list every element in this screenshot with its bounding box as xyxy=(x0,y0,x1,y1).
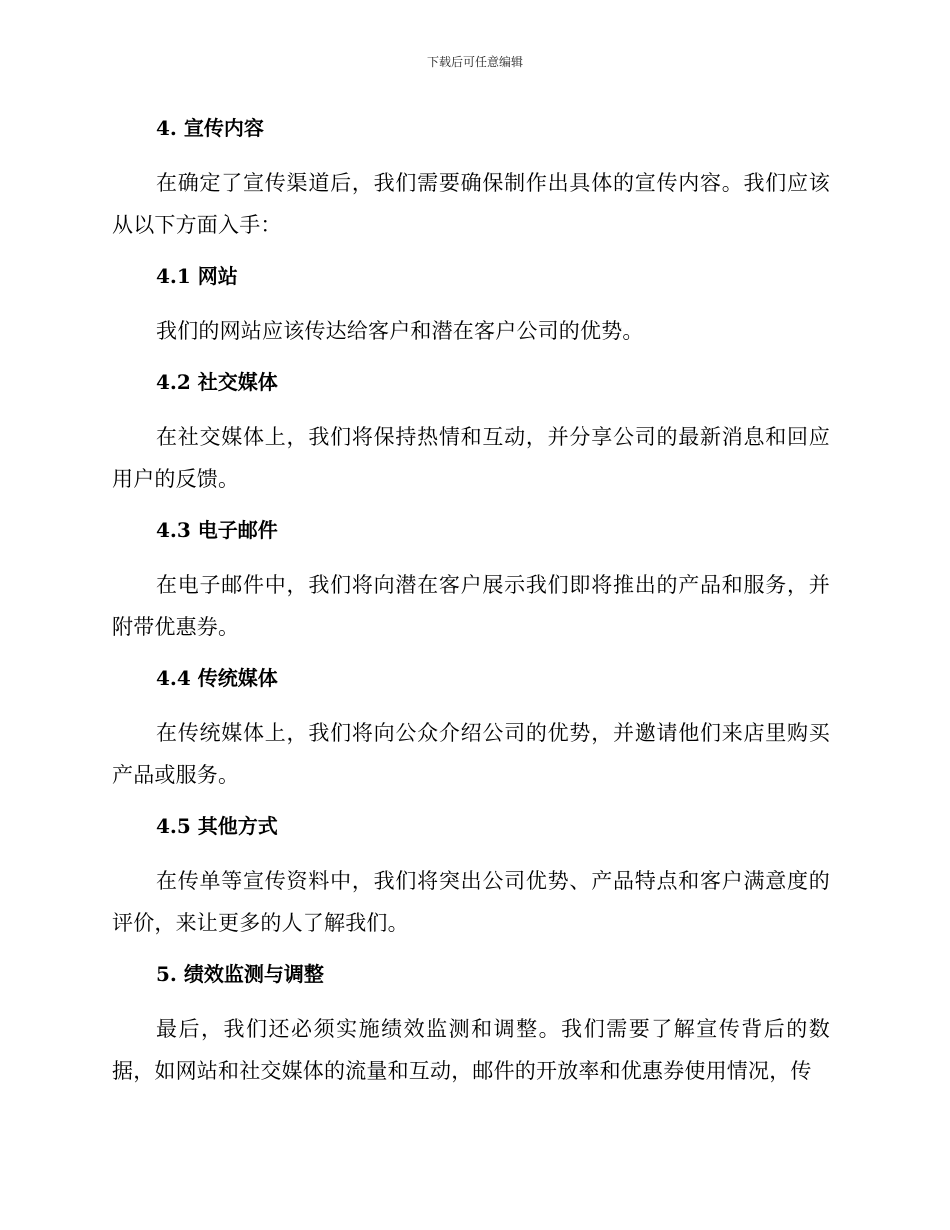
section-heading-4-2: 4.2 社交媒体 xyxy=(156,370,278,394)
section-paragraph-4-1: 我们的网站应该传达给客户和潜在客户公司的优势。 xyxy=(156,319,644,343)
section-heading-4: 4. 宣传内容 xyxy=(156,116,264,140)
section-paragraph-5: 最后，我们还必须实施绩效监测和调整。我们需要了解宣传背后的数据，如网站和社交媒体的流量和互动，邮件的开放率和优惠券使用情况，传 xyxy=(112,1017,830,1083)
section-heading-4-1: 4.1 网站 xyxy=(156,264,238,288)
section-paragraph-4: 在确定了宣传渠道后，我们需要确保制作出具体的宣传内容。我们应该从以下方面入手： xyxy=(112,171,830,237)
section-heading-4-3: 4.3 电子邮件 xyxy=(156,518,278,542)
section-paragraph-4-4: 在传统媒体上，我们将向公众介绍公司的优势，并邀请他们来店里购买产品或服务。 xyxy=(112,721,830,787)
section-paragraph-4-3: 在电子邮件中，我们将向潜在客户展示我们即将推出的产品和服务，并附带优惠券。 xyxy=(112,573,830,639)
section-paragraph-4-5: 在传单等宣传资料中，我们将突出公司优势、产品特点和客户满意度的评价，来让更多的人了解我们。 xyxy=(112,869,830,935)
section-heading-4-4: 4.4 传统媒体 xyxy=(156,666,278,690)
section-heading-4-5: 4.5 其他方式 xyxy=(156,814,278,838)
section-heading-5: 5. 绩效监测与调整 xyxy=(156,962,324,986)
page-header: 下载后可任意编辑 xyxy=(426,55,523,69)
document-body xyxy=(112,108,830,1092)
section-paragraph-4-2: 在社交媒体上，我们将保持热情和互动，并分享公司的最新消息和回应用户的反馈。 xyxy=(112,425,830,491)
